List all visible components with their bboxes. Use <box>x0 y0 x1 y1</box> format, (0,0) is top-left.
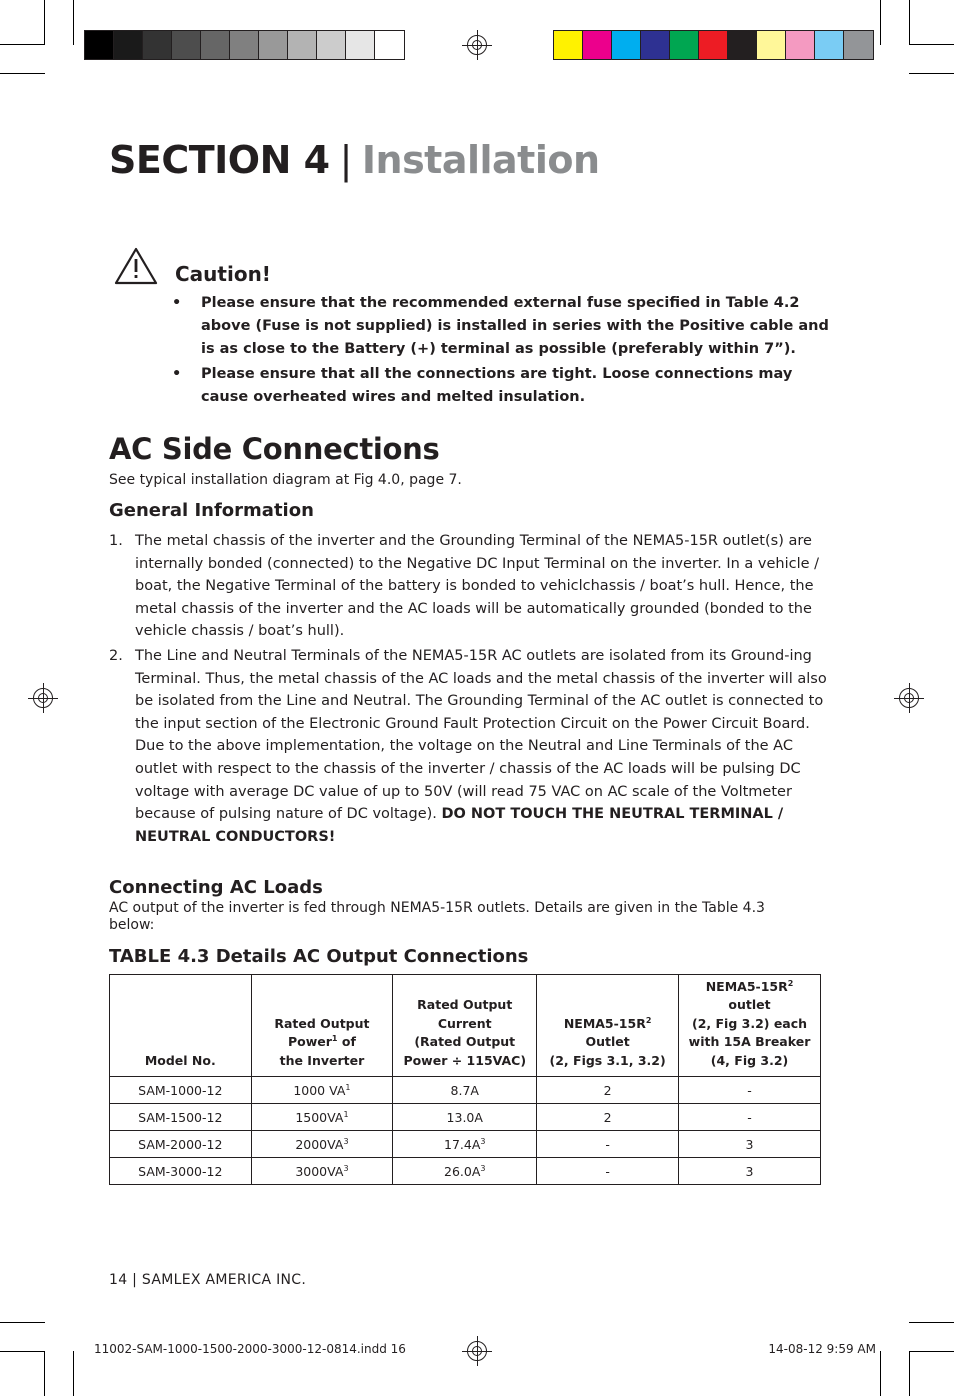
section-separator: | <box>339 138 352 182</box>
color-swatch <box>612 31 641 59</box>
crop-mark <box>44 0 45 45</box>
crop-mark <box>44 1351 45 1396</box>
connecting-text: AC output of the inverter is fed through NEMA5-15R outlets. Details are given in the Table 4.3 below: <box>109 900 765 933</box>
crop-mark <box>909 73 954 74</box>
cell-outlet: 2 <box>537 1104 679 1131</box>
crop-mark <box>909 0 910 45</box>
crop-mark <box>0 1351 45 1352</box>
crop-mark <box>909 44 954 45</box>
list-text: The metal chassis of the inverter and the Grounding Terminal of the NEMA5-15R outlet(s) are internally bonded (connected) to the Negative DC Input Terminal on the inverter. In a vehicle / boat, the Negative Terminal of the battery is bonded to vehiclchassis / boat’s hull. Hence, the metal chassis of the inverter and the AC loads will be automatically grounded (bonded to the vehicle chassis / boat’s hull). <box>135 533 820 640</box>
caution-item: • Please ensure that all the connections are tight. Loose connections may cause overheated wires and melted insulation. <box>172 363 832 409</box>
cell-outlet-breaker: - <box>679 1104 821 1131</box>
ac-side-intro: See typical installation diagram at Fig 4.0, page 7. <box>109 472 462 488</box>
color-swatch <box>728 31 757 59</box>
crop-mark <box>73 0 74 45</box>
cell-outlet: - <box>537 1131 679 1158</box>
color-swatch <box>201 31 230 59</box>
color-swatch <box>815 31 844 59</box>
color-swatch <box>230 31 259 59</box>
color-swatch <box>641 31 670 59</box>
registration-mark-icon <box>899 688 919 708</box>
cell-model: SAM-1500-12 <box>110 1104 252 1131</box>
color-swatch <box>583 31 612 59</box>
crop-mark <box>0 44 45 45</box>
list-item <box>109 530 829 643</box>
color-swatch <box>288 31 317 59</box>
process-color-bar <box>553 30 874 60</box>
cell-current: 13.0A <box>393 1104 537 1131</box>
color-swatch <box>554 31 583 59</box>
general-info-list <box>109 530 829 850</box>
table-header-row <box>110 975 821 1077</box>
slug-filename: 11002-SAM-1000-1500-2000-3000-12-0814.indd 16 <box>94 1342 406 1356</box>
table-row <box>110 1104 821 1131</box>
cell-model: SAM-2000-12 <box>110 1131 252 1158</box>
cell-current: $17.4A^3$ <box>393 1131 537 1158</box>
cell-outlet: 2 <box>537 1077 679 1104</box>
cell-power: 1000 $VA^1$ <box>251 1077 393 1104</box>
page-footer: 14 | SAMLEX AMERICA INC. <box>109 1272 307 1288</box>
table-title: TABLE 4.3 Details AC Output Connections <box>109 946 529 967</box>
cell-current: 8.7A <box>393 1077 537 1104</box>
crop-mark <box>0 73 45 74</box>
ac-side-heading: AC Side Connections <box>109 432 440 466</box>
color-swatch <box>114 31 143 59</box>
color-swatch <box>699 31 728 59</box>
cell-outlet-breaker: - <box>679 1077 821 1104</box>
warning-triangle-icon <box>114 247 158 289</box>
table-row <box>110 1131 821 1158</box>
color-swatch <box>786 31 815 59</box>
list-item <box>109 645 829 848</box>
cell-model: SAM-3000-12 <box>110 1158 252 1185</box>
header-model: Model No. <box>110 975 252 1077</box>
section-subtitle: Installation <box>361 138 600 182</box>
cell-power: $2000VA^3$ <box>251 1131 393 1158</box>
slug-date: 14-08-12 9:59 AM <box>768 1342 876 1356</box>
list-number: 2. <box>109 647 123 664</box>
color-swatch <box>259 31 288 59</box>
general-info-heading: General Information <box>109 500 314 521</box>
caution-item: • Please ensure that the recommended external fuse specified in Table 4.2 above (Fuse is not supplied) is installed in series with the Positive cable and is as close to the Battery (+) terminal as possible (preferably within 7”). <box>172 292 832 361</box>
crop-mark <box>73 1351 74 1396</box>
caution-title: Caution! <box>175 262 271 286</box>
warning-bold-text: DO NOT TOUCH THE NEUTRAL TERMINAL / NEUTRAL CONDUCTORS! <box>135 806 784 845</box>
crop-mark <box>909 1322 954 1323</box>
grayscale-color-bar <box>84 30 405 60</box>
crop-mark <box>880 0 881 45</box>
crop-mark <box>880 1351 881 1396</box>
cell-outlet: - <box>537 1158 679 1185</box>
registration-mark-icon <box>467 1341 487 1361</box>
color-swatch <box>85 31 114 59</box>
color-swatch <box>346 31 375 59</box>
list-number: 1. <box>109 533 123 549</box>
crop-mark <box>0 1322 45 1323</box>
header-rated-power: Rated Output Power$^1$ of the Inverter <box>251 975 393 1077</box>
color-swatch <box>375 31 404 59</box>
color-swatch <box>844 31 873 59</box>
crop-mark <box>909 1351 954 1352</box>
color-swatch <box>143 31 172 59</box>
table-row <box>110 1158 821 1185</box>
cell-current: $26.0A^3$ <box>393 1158 537 1185</box>
cell-outlet-breaker: 3 <box>679 1131 821 1158</box>
section-label: SECTION 4 <box>109 138 330 182</box>
caution-list <box>172 292 832 411</box>
cell-power: $1500VA^1$ <box>251 1104 393 1131</box>
color-swatch <box>172 31 201 59</box>
cell-outlet-breaker: 3 <box>679 1158 821 1185</box>
registration-mark-icon <box>467 35 487 55</box>
connecting-heading: Connecting AC Loads <box>109 877 323 898</box>
section-title <box>109 138 600 182</box>
ac-output-table <box>109 974 821 1185</box>
cell-power: $3000VA^3$ <box>251 1158 393 1185</box>
color-swatch <box>670 31 699 59</box>
table-row <box>110 1077 821 1104</box>
header-rated-current: Rated Output Current (Rated Output Power ÷ 115VAC) <box>393 975 537 1077</box>
header-nema-outlet-breaker: $NEMA5-15R^2$ outlet (2, Fig 3.2) each with 15A Breaker (4, Fig 3.2) <box>679 975 821 1077</box>
header-nema-outlet: $NEMA5-15R^2$ Outlet (2, Figs 3.1, 3.2) <box>537 975 679 1077</box>
cell-model: SAM-1000-12 <box>110 1077 252 1104</box>
crop-mark <box>909 1351 910 1396</box>
color-swatch <box>317 31 346 59</box>
color-swatch <box>757 31 786 59</box>
registration-mark-icon <box>33 688 53 708</box>
list-text: The Line and Neutral Terminals of the NEMA5-15R AC outlets are isolated from its Ground-ing Terminal. Thus, the metal chassis of the AC loads and the metal chassis of the inverter will also be isolated from the Line and Neutral. The Grounding Terminal of the AC outlet is connected to the input section of the Electronic Ground Fault Protection Circuit on the Power Circuit Board. Due to the above implementation, the voltage on the Neutral and Line Terminals of the AC outlet with respect to the chassis of the inverter / chassis of the AC loads will be pulsing DC voltage with average DC value of up to 50V (will read 75 VAC on AC scale of the Voltmeter because of pulsing nature of DC voltage). <box>135 647 827 823</box>
